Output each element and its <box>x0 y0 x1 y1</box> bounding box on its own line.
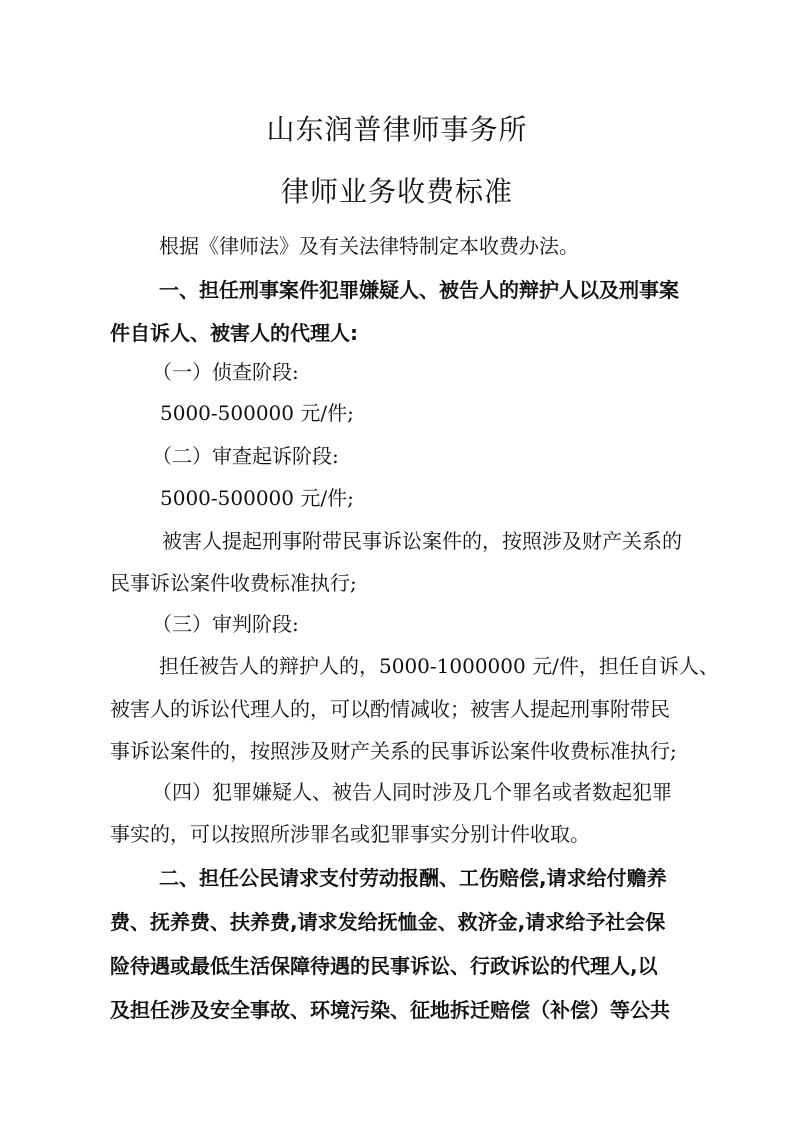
section-1-heading-line-2: 件自诉人、被害人的代理人: <box>110 321 358 345</box>
section-1-heading-line-1: 一、担任刑事案件犯罪嫌疑人、被告人的辩护人以及刑事案 <box>159 278 679 302</box>
stage-3-label: （三）审判阶段: <box>152 612 299 636</box>
stage-4-line-1: （四）犯罪嫌疑人、被告人同时涉及几个罪名或者数起犯罪 <box>152 780 672 804</box>
section-2-line-1: 二、担任公民请求支付劳动报酬、工伤赔偿,请求给付赡养 <box>159 866 667 890</box>
section-2-line-2: 费、抚养费、扶养费,请求发给抚恤金、救济金,请求给予社会保 <box>110 910 666 934</box>
stage-1-fee: 5000-500000 元/件; <box>160 401 354 425</box>
section-2-line-4: 及担任涉及安全事故、环境污染、征地拆迁赔偿（补偿）等公共 <box>110 998 670 1022</box>
stage-2-fee: 5000-500000 元/件; <box>160 486 354 510</box>
section-2-line-3: 险待遇或最低生活保障待遇的民事诉讼、行政诉讼的代理人,以 <box>110 954 658 978</box>
stage-2-label: （二）审查起诉阶段: <box>152 444 339 468</box>
document-title-firm: 山东润普律师事务所 <box>266 113 528 146</box>
stage-3-line-3: 事诉讼案件的，按照涉及财产关系的民事诉讼案件收费标准执行; <box>110 739 677 763</box>
stage-3-line-2: 被害人的诉讼代理人的，可以酌情减收；被害人提起刑事附带民 <box>110 697 670 721</box>
document-title-fee-standard: 律师业务收费标准 <box>280 175 513 208</box>
civil-note-line-2: 民事诉讼案件收费标准执行; <box>110 571 357 595</box>
intro-paragraph: 根据《律师法》及有关法律特制定本收费办法。 <box>159 234 579 258</box>
stage-4-line-2: 事实的，可以按照所涉罪名或犯罪事实分别计件收取。 <box>110 822 590 846</box>
stage-3-line-1: 担任被告人的辩护人的，5000-1000000 元/件，担任自诉人、 <box>159 654 719 678</box>
civil-note-line-1: 被害人提起刑事附带民事诉讼案件的，按照涉及财产关系的 <box>162 529 682 553</box>
stage-1-label: （一）侦查阶段: <box>152 360 299 384</box>
